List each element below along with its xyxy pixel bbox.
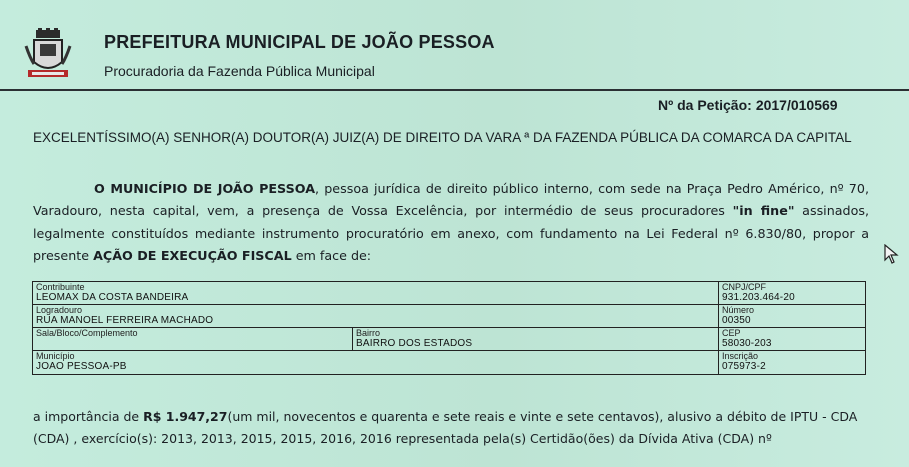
plaintiff-name: O MUNICÍPIO DE JOÃO PESSOA xyxy=(94,181,316,196)
action-name: AÇÃO DE EXECUÇÃO FISCAL xyxy=(93,247,292,263)
inscricao-value: 075973-2 xyxy=(722,361,766,372)
logradouro-value: RUA MANOEL FERREIRA MACHADO xyxy=(36,315,214,326)
cep-label: CEP xyxy=(722,328,741,338)
in-fine-text: "in fine" xyxy=(732,203,795,219)
contribuinte-label: Contribuinte xyxy=(36,282,85,292)
bairro-cell xyxy=(353,328,719,350)
cep-value: 58030-203 xyxy=(722,338,772,349)
taxpayer-table xyxy=(32,281,866,375)
municipio-cell xyxy=(33,351,719,374)
petition-body-paragraph xyxy=(33,178,869,267)
numero-cell xyxy=(719,305,865,327)
mouse-pointer-icon xyxy=(884,244,900,264)
body-text: , pessoa jurídica de direito público interno, com sede na Praça Pedro Américo, nº 70, Varadouro, nesta capital, vem, a presença de Vossa Excelência, por intermédio de seus procuradores xyxy=(33,181,869,219)
table-row xyxy=(33,328,865,351)
header-divider xyxy=(0,89,909,91)
table-row xyxy=(33,351,865,374)
petition-label: Nº da Petição: xyxy=(658,97,752,113)
municipio-label: Município xyxy=(36,351,75,361)
body-text-2: assinados, legalmente constituídos mediante instrumento procuratório em anexo, com fundamento na Lei Federal nº 6.830/80, propor a presente xyxy=(33,203,869,263)
tail-text: a importância de xyxy=(33,409,144,424)
logradouro-label: Logradouro xyxy=(36,305,83,315)
petition-number xyxy=(658,97,838,113)
addressee-heading: EXCELENTÍSSIMO(A) SENHOR(A) DOUTOR(A) JUIZ(A) DE DIREITO DA VARA ª DA FAZENDA PÚBLICA DA COMARCA DA CAPITAL xyxy=(33,130,852,145)
debt-amount: R$ 1.947,27 xyxy=(143,409,228,424)
cnpj-cell xyxy=(719,282,865,304)
contribuinte-value: LEOMAX DA COSTA BANDEIRA xyxy=(36,292,189,303)
petition-value: 2017/010569 xyxy=(755,97,838,113)
cep-cell xyxy=(719,328,865,350)
debt-description-paragraph xyxy=(33,406,869,450)
sala-cell xyxy=(33,328,353,350)
body-text-end: em face de: xyxy=(291,247,372,263)
organization-title: PREFEITURA MUNICIPAL DE JOÃO PESSOA xyxy=(104,32,495,52)
inscricao-label: Inscrição xyxy=(722,351,759,361)
table-row xyxy=(33,282,865,305)
inscricao-cell xyxy=(719,351,865,374)
cnpj-label: CNPJ/CPF xyxy=(722,282,767,292)
coat-of-arms-icon xyxy=(22,28,74,80)
contribuinte-cell xyxy=(33,282,719,304)
table-row xyxy=(33,305,865,328)
cnpj-value: 931.203.464-20 xyxy=(722,292,795,303)
sala-label: Sala/Bloco/Complemento xyxy=(36,328,138,338)
organization-subtitle: Procuradoria da Fazenda Pública Municipal xyxy=(104,63,375,79)
bairro-label: Bairro xyxy=(356,328,381,338)
municipio-value: JOAO PESSOA-PB xyxy=(36,361,127,372)
numero-value: 00350 xyxy=(722,315,751,326)
numero-label: Número xyxy=(722,305,755,315)
logradouro-cell xyxy=(33,305,719,327)
bairro-value: BAIRRO DOS ESTADOS xyxy=(356,338,473,349)
tail-text-2: (um mil, novecentos e quarenta e sete reais e vinte e sete centavos), alusivo a débito de IPTU - CDA (CDA) , exercício(s): 2013, 2013, 2015, 2015, 2016, 2016 representada pela(s) Certidão(ões) da Dívida Ativa (CDA) nº xyxy=(33,409,858,446)
